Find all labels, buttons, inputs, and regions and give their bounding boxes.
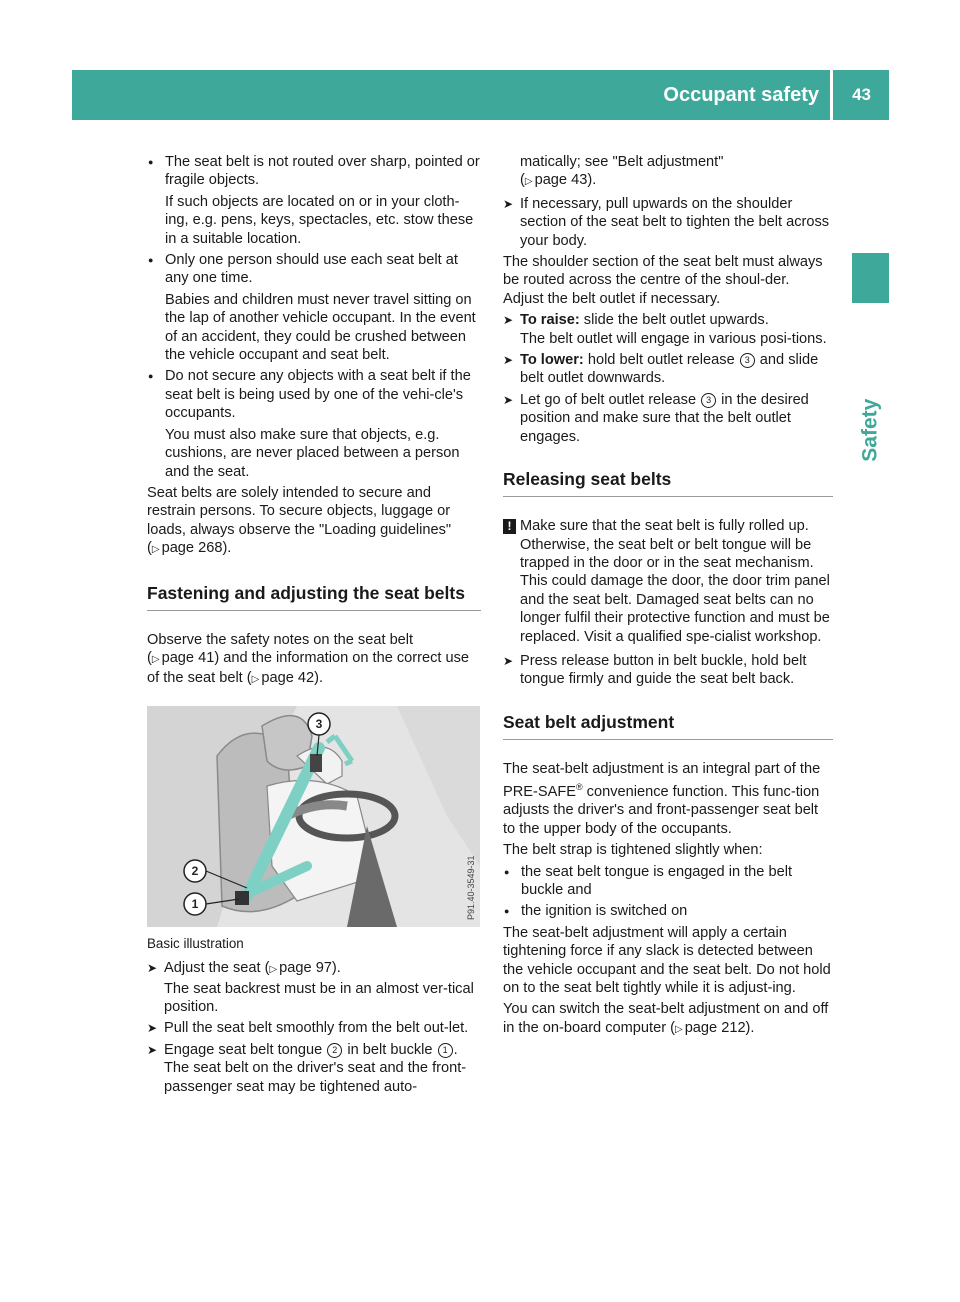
section-heading: Releasing seat belts [503, 468, 833, 497]
action-step: ➤ To raise: slide the belt outlet upwards. The belt outlet will engage in various posi-tions. [503, 311, 833, 348]
figure-code: P91.40-3549-31 [466, 855, 476, 920]
bullet-subtext: Babies and children must never travel sitting on the lap of another vehicle occupant. In the event of an accident, they could be crushed between the vehicle occupant and seat belt. [165, 291, 476, 364]
belt-outlet [310, 754, 322, 772]
seat-belt-drawing [147, 706, 480, 927]
callout-number: 2 [327, 1043, 342, 1058]
page-reference-link[interactable]: ▷ page 268). [152, 540, 232, 556]
paragraph: The shoulder section of the seat belt must always be routed across the centre of the shoul-der. Adjust the belt outlet if necessary. [503, 254, 823, 307]
right-column [503, 153, 833, 1042]
callout-number: 3 [740, 353, 755, 368]
paragraph: The seat-belt adjustment is an integral part of the PRE-SAFE® convenience function. This func-tion adjusts the driver's and front-passenger seat belt to the upper body of the occupants. [503, 760, 821, 837]
bullet-item: ● the seat belt tongue is engaged in the belt buckle and [503, 863, 833, 900]
seat-belt-illustration [147, 706, 480, 927]
callout-number: 1 [438, 1043, 453, 1058]
page-reference-link[interactable]: ▷ page 97). [269, 960, 340, 976]
action-step: ➤ Pull the seat belt smoothly from the belt out-let. [147, 1019, 481, 1037]
bullet-item: ● the ignition is switched on [503, 902, 833, 920]
paragraph: The belt strap is tightened slightly when: [503, 842, 763, 859]
section-label: Safety [858, 398, 882, 462]
chapter-title: Occupant safety [663, 84, 819, 106]
bullet-item: ● The seat belt is not routed over sharp, pointed or fragile objects. [147, 153, 481, 190]
warning-note: ! Make sure that the seat belt is fully rolled up. Otherwise, the seat belt or belt tongue will be trapped in the door or in the seat mechanism. This could damage the door, the door trim panel and the seat belt. Damaged seat belts can no longer fulfil their protective function and must be replaced. Visit a qualified spe-cialist workshop. [503, 517, 833, 646]
warning-icon: ! [503, 519, 516, 534]
section-heading: Fastening and adjusting the seat belts [147, 582, 481, 611]
paragraph: The seat-belt adjustment will apply a certain tightening force if any slack is detected between the vehicle occupant and the seat belt. Do not hold on to the seat belt tightly while it is adjust-ing. [503, 924, 831, 997]
section-heading: Seat belt adjustment [503, 711, 833, 740]
bullet-item: ● Do not secure any objects with a seat belt if the seat belt is being used by one of the vehi-cle's occupants. [147, 367, 481, 422]
page-reference-link[interactable]: ▷ page 42). [252, 670, 323, 686]
paragraph: Observe the safety notes on the seat belt (▷ page 41) and the information on the correct use of the seat belt (▷ page 42). [147, 631, 481, 690]
action-step: ➤ Adjust the seat (▷ page 97). The seat backrest must be in an almost ver-tical position. [147, 959, 481, 1016]
step-continuation: matically; see "Belt adjustment" (▷ page 43). [503, 153, 833, 192]
svg-text:3: 3 [315, 716, 323, 731]
page-reference-link[interactable]: ▷ page 43). [525, 172, 596, 188]
svg-text:1: 1 [191, 896, 199, 911]
page-header [72, 70, 889, 120]
action-step: ➤ If necessary, pull upwards on the shoulder section of the seat belt to tighten the belt across your body. [503, 195, 833, 250]
paragraph: Seat belts are solely intended to secure and restrain persons. To secure objects, luggage or loads, always observe the "Loading guidelines" (▷ page 268). [147, 484, 481, 560]
bullet-subtext: If such objects are located on or in your cloth-ing, e.g. pens, keys, spectacles, etc. stow these in a suitable location. [165, 193, 474, 247]
figure-caption: Basic illustration [147, 935, 244, 951]
svg-text:2: 2 [191, 863, 199, 878]
action-step: ➤ Press release button in belt buckle, hold belt tongue firmly and guide the seat belt back. [503, 652, 833, 689]
page-reference-link[interactable]: ▷ page 41) and the information on the correct use of the seat belt ( [147, 650, 469, 686]
page-number: 43 [852, 85, 871, 104]
bullet-subtext: You must also make sure that objects, e.g. cushions, are never placed between a person and the seat. [165, 426, 460, 480]
header-divider [830, 70, 833, 120]
action-step: ➤ To lower: hold belt outlet release 3 and slide belt outlet downwards. [503, 351, 833, 388]
callout-number: 3 [701, 393, 716, 408]
page-reference-link[interactable]: ▷ page 212). [675, 1020, 755, 1036]
action-step: ➤ Engage seat belt tongue 2 in belt buckle 1 . The seat belt on the driver's seat and the front-passenger seat may be tightened auto- [147, 1041, 481, 1096]
paragraph: You can switch the seat-belt adjustment on and off in the on-board computer (▷ page 212). [503, 1000, 833, 1039]
action-step: ➤ Let go of belt outlet release 3 in the desired position and make sure that the belt outlet engages. [503, 391, 833, 446]
section-tab-marker [852, 253, 889, 303]
bullet-item: ● Only one person should use each seat belt at any one time. [147, 251, 481, 288]
belt-buckle [235, 891, 249, 905]
left-column [147, 153, 481, 1099]
